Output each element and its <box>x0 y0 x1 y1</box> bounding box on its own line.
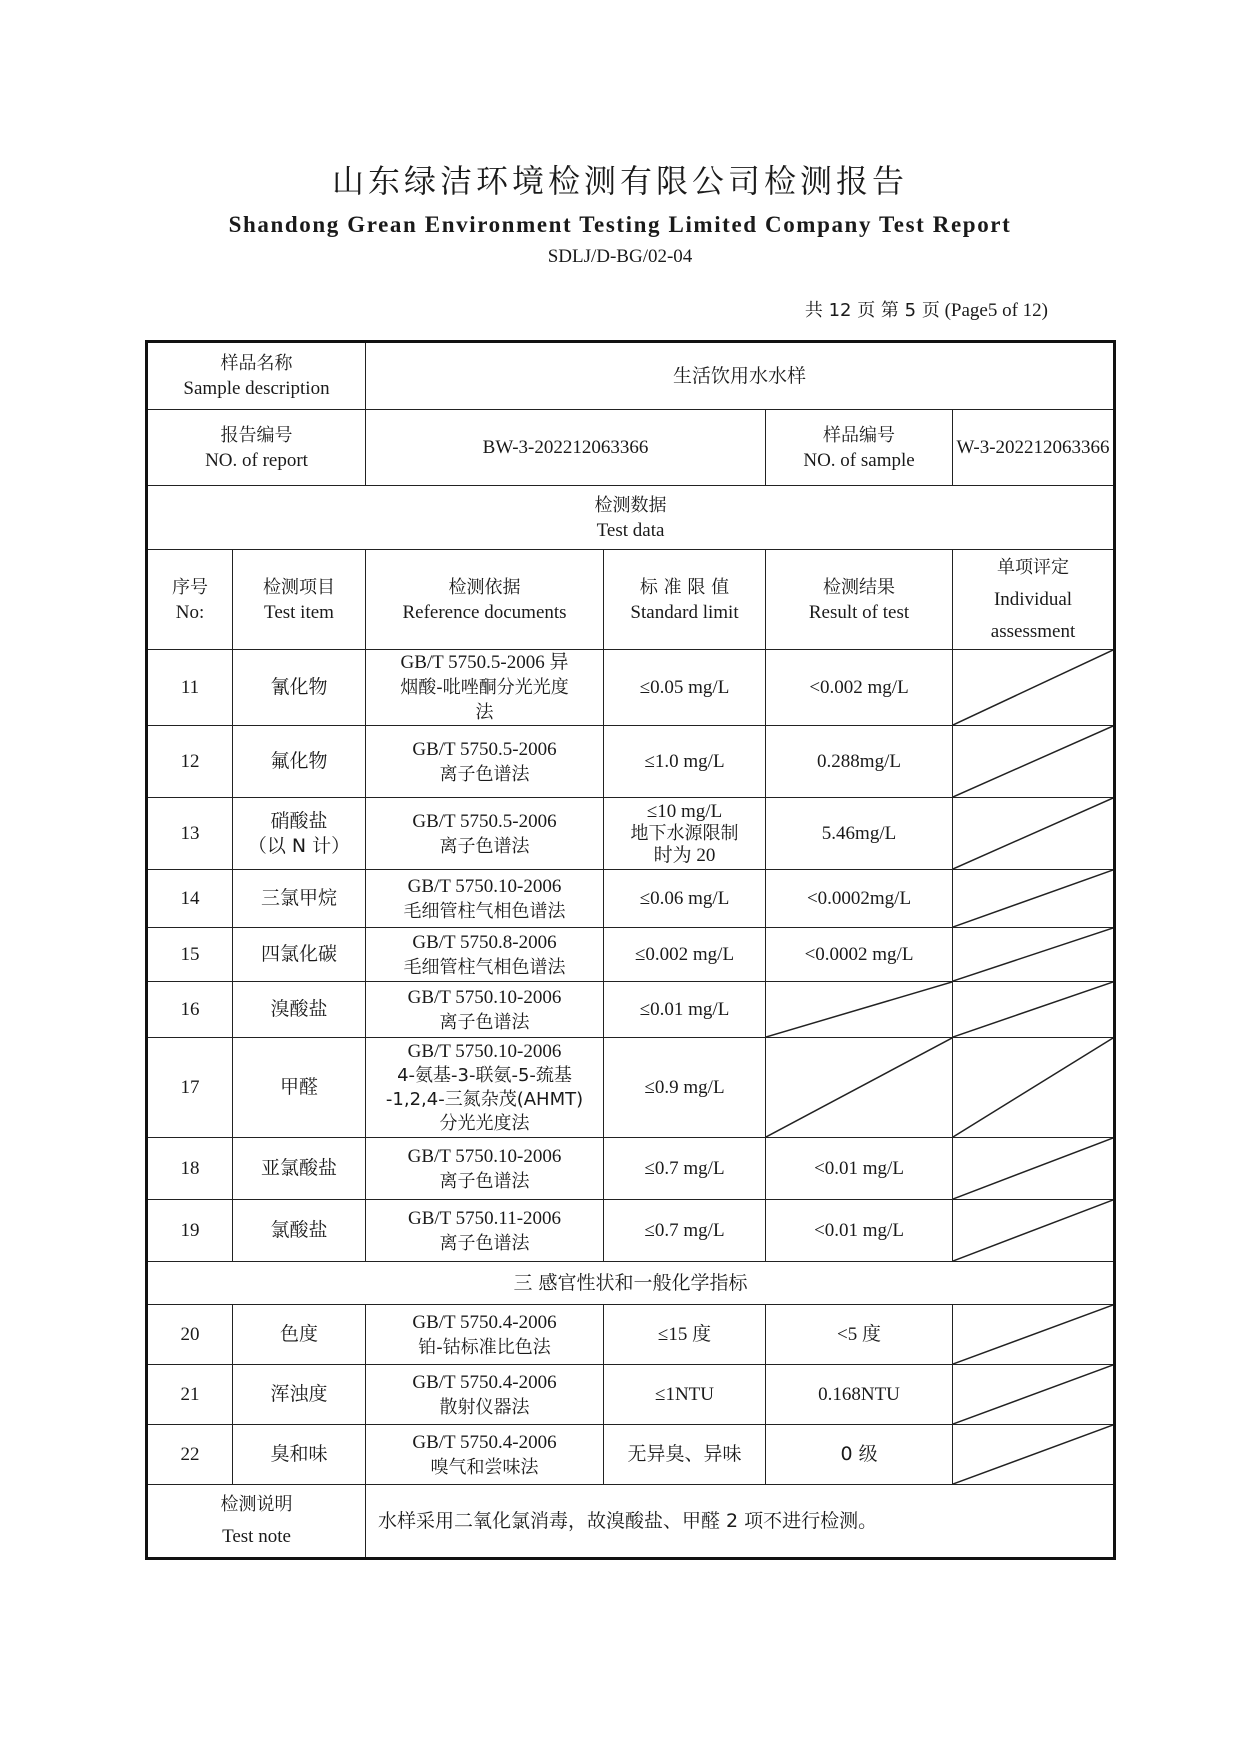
diagonal-slash-icon <box>953 650 1113 725</box>
row-result: <0.0002mg/L <box>766 870 953 928</box>
row-item: 氟化物 <box>233 726 366 798</box>
row-item: 硝酸盐 （以 N 计） <box>233 798 366 870</box>
row-limit: ≤15 度 <box>604 1305 766 1365</box>
diagonal-slash-icon <box>953 1305 1113 1364</box>
col-header-no: 序号 No: <box>147 550 233 650</box>
test-note-text: 水样采用二氧化氯消毒，故溴酸盐、甲醛 2 项不进行检测。 <box>366 1485 1115 1559</box>
diagonal-slash-icon <box>766 982 952 1037</box>
diagonal-slash-icon <box>953 1425 1113 1484</box>
sample-description-row <box>147 342 1115 410</box>
table-row <box>147 726 1115 798</box>
row-reference: GB/T 5750.10-2006 离子色谱法 <box>366 982 604 1038</box>
row-limit: ≤0.9 mg/L <box>604 1038 766 1138</box>
row-reference: GB/T 5750.5-2006 异 烟酸-吡唑酮分光光度 法 <box>366 650 604 726</box>
result-slash <box>766 982 953 1038</box>
report-number-row <box>147 410 1115 486</box>
row-reference: GB/T 5750.5-2006 离子色谱法 <box>366 798 604 870</box>
diagonal-slash-icon <box>953 798 1113 869</box>
report-table <box>145 340 1116 1560</box>
table-row <box>147 982 1115 1038</box>
report-number-label: 报告编号 NO. of report <box>147 410 366 486</box>
row-limit: ≤0.7 mg/L <box>604 1138 766 1200</box>
row-reference: GB/T 5750.8-2006 毛细管柱气相色谱法 <box>366 928 604 982</box>
diagonal-slash-icon <box>766 1038 952 1137</box>
table-row <box>147 650 1115 726</box>
column-header-row <box>147 550 1115 650</box>
diagonal-slash-icon <box>953 1200 1113 1261</box>
sample-description-label: 样品名称 Sample description <box>147 342 366 410</box>
row-no: 21 <box>147 1365 233 1425</box>
col-header-assessment: 单项评定 Individual assessment <box>953 550 1115 650</box>
row-no: 18 <box>147 1138 233 1200</box>
table-row <box>147 1365 1115 1425</box>
table-row <box>147 1138 1115 1200</box>
assessment-slash <box>953 870 1115 928</box>
assessment-slash <box>953 1038 1115 1138</box>
row-reference: GB/T 5750.4-2006 嗅气和尝味法 <box>366 1425 604 1485</box>
row-item: 氰化物 <box>233 650 366 726</box>
assessment-slash <box>953 928 1115 982</box>
result-slash <box>766 1038 953 1138</box>
diagonal-slash-icon <box>953 982 1113 1037</box>
assessment-slash <box>953 798 1115 870</box>
table-row <box>147 928 1115 982</box>
document-code: SDLJ/D-BG/02-04 <box>547 246 693 267</box>
diagonal-slash-icon <box>953 1138 1113 1199</box>
row-result: 0.168NTU <box>766 1365 953 1425</box>
row-no: 13 <box>147 798 233 870</box>
row-result: 0.288mg/L <box>766 726 953 798</box>
page-info <box>805 296 1048 322</box>
row-item: 甲醛 <box>233 1038 366 1138</box>
row-no: 17 <box>147 1038 233 1138</box>
row-limit: ≤0.06 mg/L <box>604 870 766 928</box>
row-no: 22 <box>147 1425 233 1485</box>
assessment-slash <box>953 1365 1115 1425</box>
section-header-row <box>147 1262 1115 1305</box>
table-row <box>147 798 1115 870</box>
row-limit: ≤1.0 mg/L <box>604 726 766 798</box>
row-limit: ≤1NTU <box>604 1365 766 1425</box>
row-limit: ≤0.05 mg/L <box>604 650 766 726</box>
table-row <box>147 870 1115 928</box>
row-limit: 无异臭、异味 <box>604 1425 766 1485</box>
col-header-limit: 标 准 限 值 Standard limit <box>604 550 766 650</box>
test-data-title: 检测数据 Test data <box>147 486 1115 550</box>
row-result: <5 度 <box>766 1305 953 1365</box>
assessment-slash <box>953 1305 1115 1365</box>
row-result: 5.46mg/L <box>766 798 953 870</box>
section-3-title: 三 感官性状和一般化学指标 <box>147 1262 1115 1305</box>
diagonal-slash-icon <box>953 1038 1113 1137</box>
test-data-title-row <box>147 486 1115 550</box>
assessment-slash <box>953 1138 1115 1200</box>
row-reference: GB/T 5750.4-2006 散射仪器法 <box>366 1365 604 1425</box>
row-item: 四氯化碳 <box>233 928 366 982</box>
row-reference: GB/T 5750.5-2006 离子色谱法 <box>366 726 604 798</box>
row-limit: ≤0.01 mg/L <box>604 982 766 1038</box>
row-no: 12 <box>147 726 233 798</box>
assessment-slash <box>953 726 1115 798</box>
diagonal-slash-icon <box>953 870 1113 927</box>
row-result: 0 级 <box>766 1425 953 1485</box>
report-title-en: Shandong Grean Environment Testing Limited Company Test Report <box>228 212 1012 237</box>
row-item: 亚氯酸盐 <box>233 1138 366 1200</box>
assessment-slash <box>953 1200 1115 1262</box>
row-reference: GB/T 5750.11-2006 离子色谱法 <box>366 1200 604 1262</box>
row-item: 色度 <box>233 1305 366 1365</box>
row-no: 20 <box>147 1305 233 1365</box>
diagonal-slash-icon <box>953 928 1113 981</box>
diagonal-slash-icon <box>953 726 1113 797</box>
row-no: 19 <box>147 1200 233 1262</box>
sample-number-value: W-3-202212063366 <box>953 410 1115 486</box>
row-item: 三氯甲烷 <box>233 870 366 928</box>
row-reference: GB/T 5750.10-2006 离子色谱法 <box>366 1138 604 1200</box>
col-header-result: 检测结果 Result of test <box>766 550 953 650</box>
col-header-reference: 检测依据 Reference documents <box>366 550 604 650</box>
report-title-cn: 山东绿洁环境检测有限公司检测报告 <box>331 162 908 200</box>
row-item: 臭和味 <box>233 1425 366 1485</box>
row-item: 浑浊度 <box>233 1365 366 1425</box>
sample-description-value: 生活饮用水水样 <box>366 342 1115 410</box>
table-row <box>147 1425 1115 1485</box>
page-info-en: (Page5 of 12) <box>944 300 1048 321</box>
row-item: 溴酸盐 <box>233 982 366 1038</box>
assessment-slash <box>953 1425 1115 1485</box>
page-info-cn: 共 12 页 第 5 页 <box>804 300 940 321</box>
row-reference: GB/T 5750.10-2006 毛细管柱气相色谱法 <box>366 870 604 928</box>
row-no: 15 <box>147 928 233 982</box>
table-row <box>147 1038 1115 1138</box>
test-note-row <box>147 1485 1115 1559</box>
col-header-item: 检测项目 Test item <box>233 550 366 650</box>
report-number-value: BW-3-202212063366 <box>366 410 766 486</box>
assessment-slash <box>953 650 1115 726</box>
row-limit: ≤10 mg/L 地下水源限制 时为 20 <box>604 798 766 870</box>
row-result: <0.002 mg/L <box>766 650 953 726</box>
sample-number-label: 样品编号 NO. of sample <box>766 410 953 486</box>
row-limit: ≤0.7 mg/L <box>604 1200 766 1262</box>
row-result: <0.01 mg/L <box>766 1138 953 1200</box>
row-no: 16 <box>147 982 233 1038</box>
assessment-slash <box>953 982 1115 1038</box>
row-no: 14 <box>147 870 233 928</box>
table-row <box>147 1305 1115 1365</box>
row-result: <0.01 mg/L <box>766 1200 953 1262</box>
row-limit: ≤0.002 mg/L <box>604 928 766 982</box>
row-item: 氯酸盐 <box>233 1200 366 1262</box>
diagonal-slash-icon <box>953 1365 1113 1424</box>
test-note-label: 检测说明 Test note <box>147 1485 366 1559</box>
row-reference: GB/T 5750.10-2006 4-氨基-3-联氨-5-巯基 -1,2,4-三氮杂茂(AHMT) 分光光度法 <box>366 1038 604 1138</box>
row-result: <0.0002 mg/L <box>766 928 953 982</box>
row-no: 11 <box>147 650 233 726</box>
table-row <box>147 1200 1115 1262</box>
row-reference: GB/T 5750.4-2006 铂-钴标准比色法 <box>366 1305 604 1365</box>
